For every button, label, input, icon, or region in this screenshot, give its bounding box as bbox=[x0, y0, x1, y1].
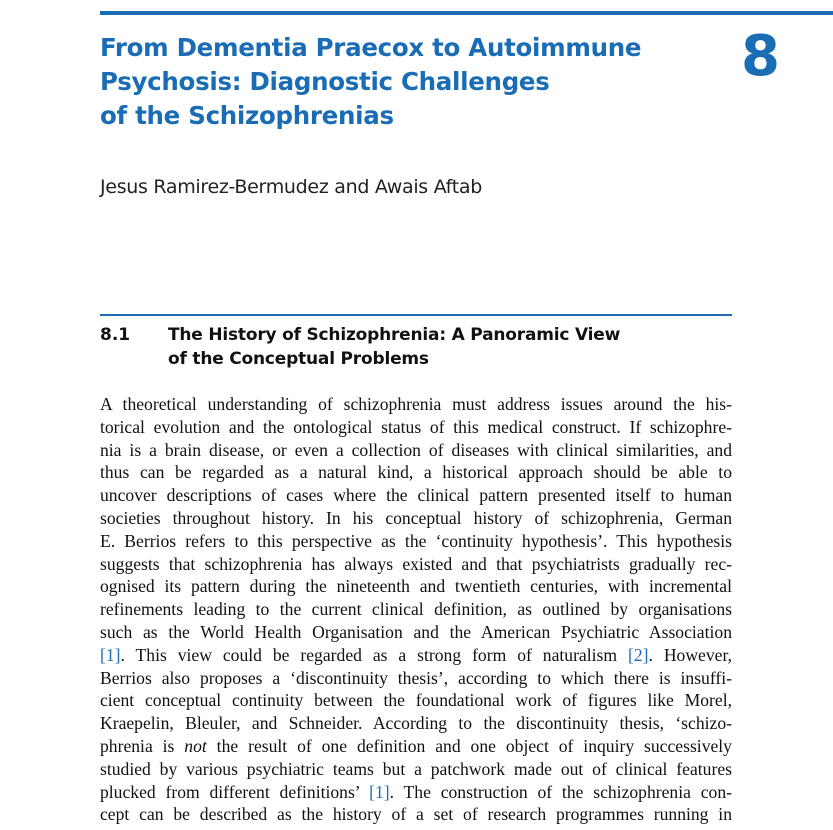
body-text-run: plucked from different definitions’ bbox=[100, 781, 370, 802]
body-line: Kraepelin, Bleuler, and Schneider. According to the discontinuity thesis, ‘schizo- bbox=[100, 713, 732, 734]
body-paragraph bbox=[100, 393, 732, 830]
body-line: A theoretical understanding of schizophrenia must address issues around the his- bbox=[100, 394, 732, 414]
body-text-run: phrenia is bbox=[100, 735, 185, 756]
body-text-run: the result of one definition and one object of inquiry successively bbox=[206, 735, 732, 756]
top-rule bbox=[100, 11, 833, 15]
citation-link[interactable]: [2] bbox=[627, 644, 649, 665]
body-line: cept can be described as the history of a set of research programmes running in bbox=[100, 804, 732, 825]
body-line: thus can be regarded as a natural kind, a historical approach should be able to bbox=[100, 462, 732, 483]
chapter-authors: Jesus Ramirez-Bermudez and Awais Aftab bbox=[100, 176, 482, 198]
section-title-line-1: The History of Schizophrenia: A Panoramic View bbox=[168, 325, 621, 345]
body-line: suggests that schizophrenia has always existed and that psychiatrists gradually rec- bbox=[100, 553, 732, 574]
chapter-number: 8 bbox=[741, 24, 779, 89]
chapter-title-line-1: From Dementia Praecox to Autoimmune bbox=[100, 33, 642, 62]
body-line: cient conceptual continuity between the foundational work of figures like Morel, bbox=[100, 690, 732, 711]
section-title bbox=[168, 323, 728, 371]
body-line: torical evolution and the ontological status of this medical construct. If schizophre- bbox=[100, 416, 732, 437]
section-rule bbox=[100, 314, 732, 316]
body-line bbox=[100, 644, 732, 667]
body-line: such as the World Health Organisation and the American Psychiatric Association bbox=[100, 621, 732, 642]
section-title-line-2: of the Conceptual Problems bbox=[168, 349, 429, 369]
body-text-run: . However, bbox=[648, 644, 732, 665]
body-text-run: . The construction of the schizophrenia con- bbox=[389, 781, 732, 802]
body-line: Berrios also proposes a ‘discontinuity thesis’, according to which there is insuffi- bbox=[100, 667, 732, 688]
chapter-title-line-3: of the Schizophrenias bbox=[100, 101, 394, 130]
body-line: refinements leading to the current clinical definition, as outlined by organisations bbox=[100, 599, 732, 620]
body-line bbox=[100, 781, 732, 804]
body-line: ognised its pattern during the nineteenth and twentieth centuries, with incremental bbox=[100, 576, 732, 597]
citation-link[interactable]: [1] bbox=[100, 644, 121, 665]
body-line: studied by various psychiatric teams but a patchwork made out of clinical features bbox=[100, 758, 732, 779]
body-line bbox=[100, 735, 732, 758]
chapter-title-line-2: Psychosis: Diagnostic Challenges bbox=[100, 67, 550, 96]
body-line: E. Berrios refers to this perspective as the ‘continuity hypothesis’. This hypothesis bbox=[100, 530, 732, 551]
body-line: nia is a brain disease, or even a collection of diseases with clinical similarities, and bbox=[100, 439, 732, 460]
citation-link[interactable]: [1] bbox=[369, 781, 390, 802]
section-number: 8.1 bbox=[100, 325, 131, 345]
body-text-run: . This view could be regarded as a strong form of naturalism bbox=[120, 644, 628, 665]
body-line: societies throughout history. In his conceptual history of schizophrenia, German bbox=[100, 507, 732, 528]
body-line: uncover descriptions of cases where the clinical pattern presented itself to human bbox=[100, 485, 732, 506]
emphasis-text: not bbox=[184, 735, 207, 756]
chapter-title bbox=[100, 31, 700, 133]
